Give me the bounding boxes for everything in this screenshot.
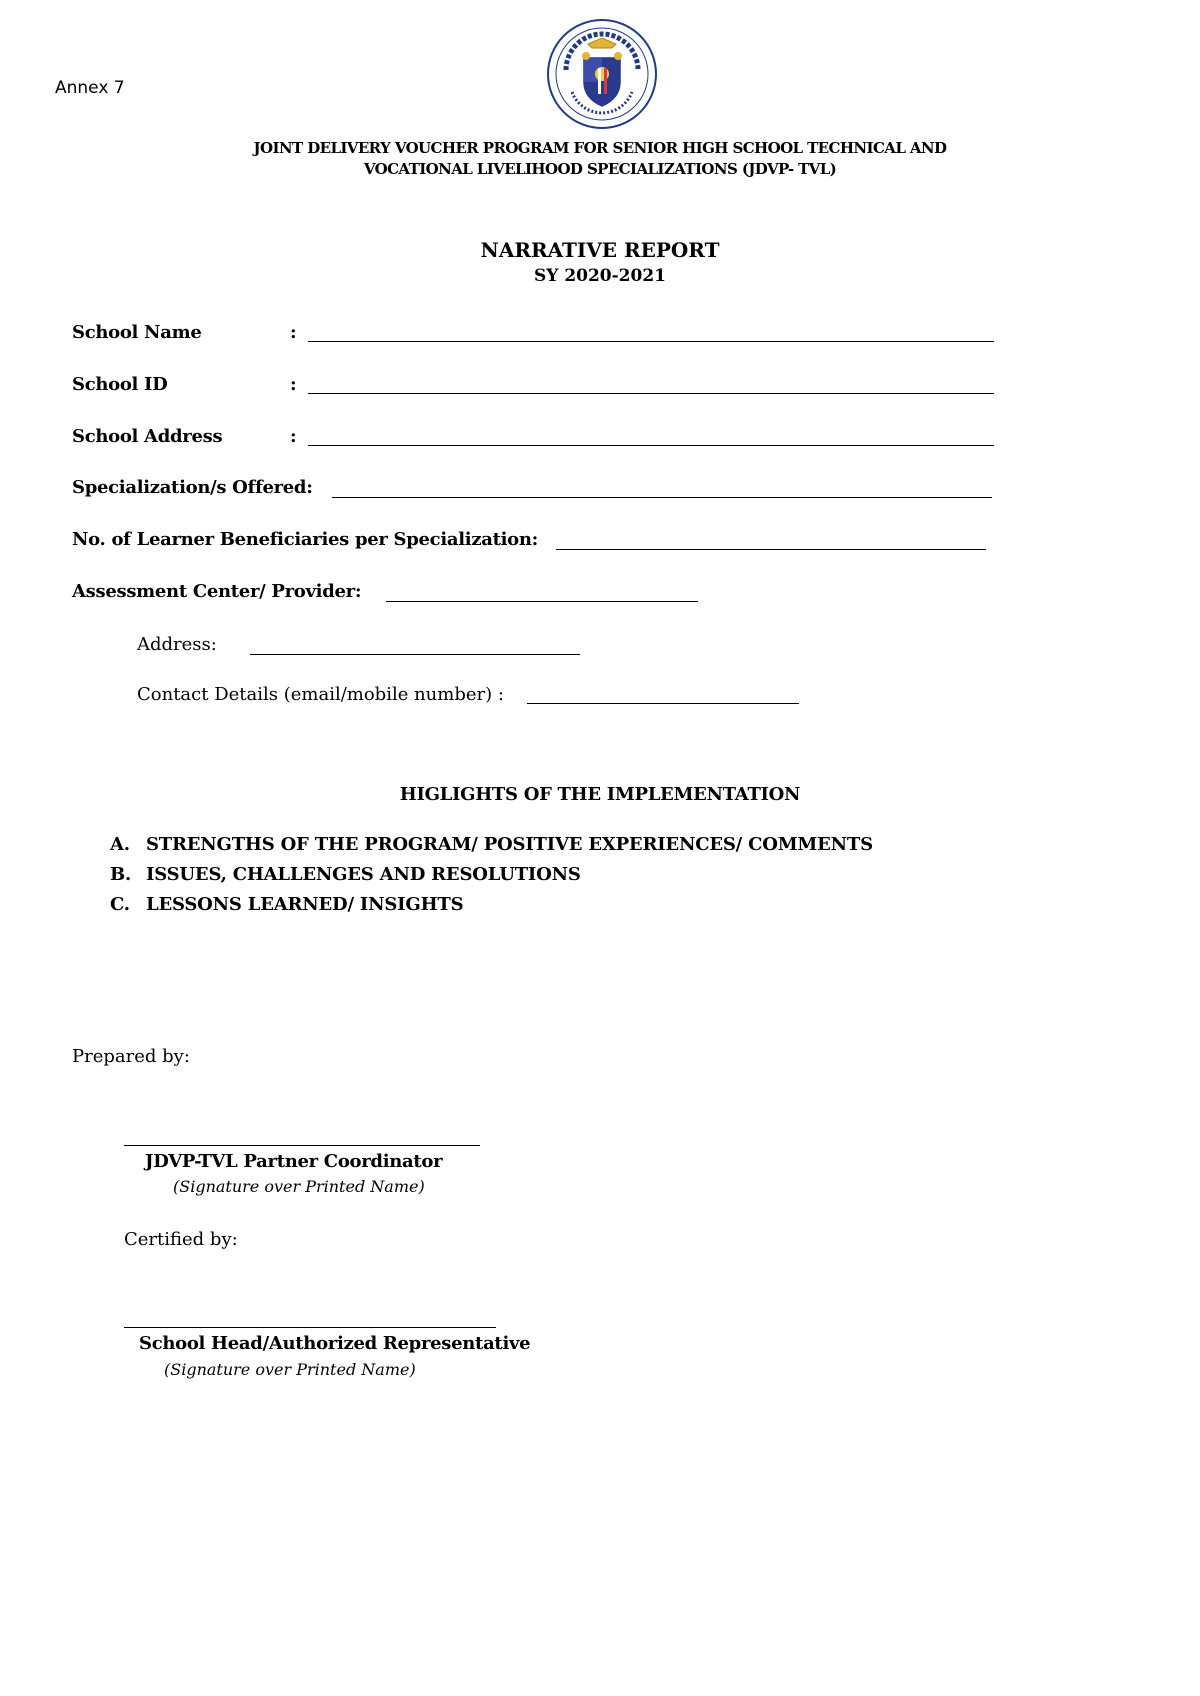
highlight-letter-b: B. (110, 864, 132, 885)
deped-seal-logo (546, 18, 658, 130)
annex-label: Annex 7 (55, 78, 125, 98)
specialization-field[interactable] (332, 497, 992, 498)
school-head-caption: (Signature over Printed Name) (164, 1360, 416, 1379)
coordinator-title: JDVP-TVL Partner Coordinator (145, 1151, 443, 1172)
report-title: NARRATIVE REPORT (480, 238, 720, 262)
school-name-colon: : (290, 322, 297, 343)
school-head-signature-line[interactable] (124, 1327, 496, 1328)
highlights-heading: HIGLIGHTS OF THE IMPLEMENTATION (399, 784, 801, 805)
school-id-field[interactable] (308, 393, 994, 394)
program-header-line1: JOINT DELIVERY VOUCHER PROGRAM FOR SENIOR HIGH SCHOOL TECHNICAL AND (253, 139, 947, 157)
learner-beneficiaries-label: No. of Learner Beneficiaries per Specialization: (72, 529, 538, 550)
assessment-center-label: Assessment Center/ Provider: (72, 581, 362, 602)
school-id-label: School ID (72, 374, 168, 395)
provider-address-field[interactable] (250, 654, 580, 655)
certified-by-label: Certified by: (124, 1229, 238, 1250)
provider-address-label: Address: (137, 634, 217, 655)
program-header-line2: VOCATIONAL LIVELIHOOD SPECIALIZATIONS (JDVP- TVL) (363, 160, 837, 178)
school-name-label: School Name (72, 322, 202, 343)
school-address-field[interactable] (308, 445, 994, 446)
contact-details-label: Contact Details (email/mobile number) : (137, 684, 504, 705)
highlight-item-a: STRENGTHS OF THE PROGRAM/ POSITIVE EXPERIENCES/ COMMENTS (146, 834, 873, 855)
highlight-item-b: ISSUES, CHALLENGES AND RESOLUTIONS (146, 864, 581, 885)
school-head-title: School Head/Authorized Representative (139, 1333, 531, 1354)
assessment-center-field[interactable] (386, 601, 698, 602)
highlight-item-c: LESSONS LEARNED/ INSIGHTS (146, 894, 464, 915)
school-name-field[interactable] (308, 341, 994, 342)
specialization-label: Specialization/s Offered: (72, 477, 313, 498)
school-id-colon: : (290, 374, 297, 395)
coordinator-caption: (Signature over Printed Name) (173, 1177, 425, 1196)
school-address-label: School Address (72, 426, 223, 447)
school-address-colon: : (290, 426, 297, 447)
highlight-letter-a: A. (110, 834, 130, 855)
prepared-by-label: Prepared by: (72, 1046, 190, 1067)
contact-details-field[interactable] (527, 703, 799, 704)
school-year: SY 2020-2021 (533, 266, 666, 286)
learner-beneficiaries-field[interactable] (556, 549, 986, 550)
coordinator-signature-line[interactable] (124, 1145, 480, 1146)
highlight-letter-c: C. (110, 894, 130, 915)
